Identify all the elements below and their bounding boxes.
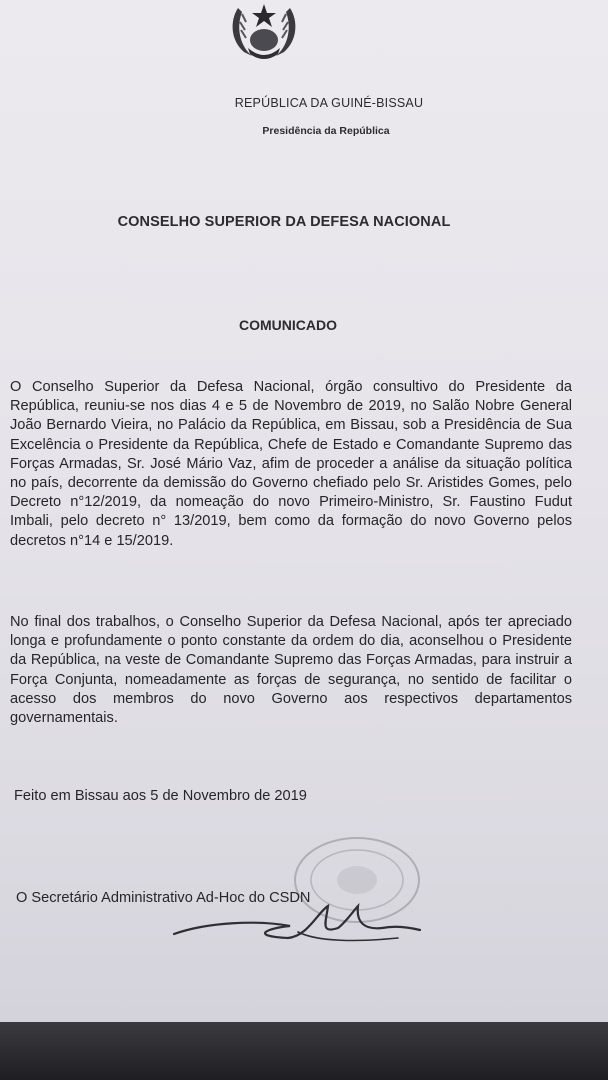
council-title: CONSELHO SUPERIOR DA DEFESA NACIONAL xyxy=(117,214,451,230)
national-emblem-icon xyxy=(226,0,302,62)
handwritten-signature-icon xyxy=(168,892,428,948)
background-surface xyxy=(0,1022,608,1080)
signatory-title: O Secretário Administrativo Ad-Hoc do CSDN xyxy=(16,890,311,906)
office-name: Presidência da República xyxy=(262,125,390,137)
place-and-date: Feito em Bissau aos 5 de Novembro de 2019 xyxy=(14,788,307,804)
body-paragraph-2: No final dos trabalhos, o Conselho Superior da Defesa Nacional, após ter apreciado longa e profundamente o ponto constante da ordem do dia, aconselhou o Presidente da República, na veste de Comandante Supremo das Forças Armadas, para instruir a Força Conjunta, nomeadamente as forças de segurança, no sentido de facilitar o acesso dos membros do novo Governo aos respectivos departamentos governamentais. xyxy=(10,614,572,727)
country-name: REPÚBLICA DA GUINÉ-BISSAU xyxy=(234,96,424,110)
body-paragraph-1: O Conselho Superior da Defesa Nacional, órgão consultivo do Presidente da República, reuniu-se nos dias 4 e 5 de Novembro de 2019, no Salão Nobre General João Bernardo Vieira, no Palácio da República, em Bissau, sob a Presidência de Sua Excelência o Presidente da República, Chefe de Estado e Comandante Supremo das Forças Armadas, Sr. José Mário Vaz, afim de proceder a análise da situação política no país, decorrente da demissão do Governo chefiado pelo Sr. Aristides Gomes, pelo Decreto n°12/2019, da nomeação do novo Primeiro-Ministro, Sr. Faustino Fudut Imbali, pelo decreto n° 13/2019, bem como da formação do novo Governo pelos decretos n°14 e 15/2019. xyxy=(10,379,572,549)
document-type-heading: COMUNICADO xyxy=(239,317,337,333)
